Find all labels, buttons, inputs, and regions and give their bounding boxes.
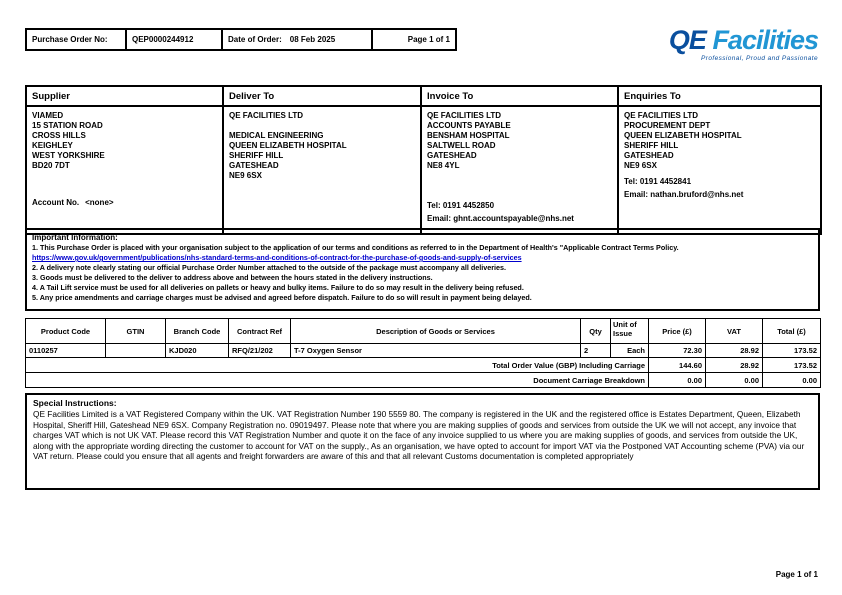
enquiries-to-address-line: QUEEN ELIZABETH HOSPITAL (624, 131, 742, 140)
order-date-value: 08 Feb 2025 (289, 35, 336, 44)
item-branch-code: KJD020 (166, 344, 229, 358)
carriage-breakdown-label: Document Carriage Breakdown (26, 373, 649, 388)
enquiries-to-phone: Tel: 0191 4452841 (624, 177, 692, 186)
supplier-address-line: CROSS HILLS (32, 131, 86, 140)
col-header-product-code: Product Code (26, 319, 106, 344)
item-vat: 28.92 (706, 344, 763, 358)
terms-conditions-link[interactable]: https://www.gov.uk/government/publications/nhs-standard-terms-and-conditions-of-contract-for-the-purchase-of-goods-and-supply-of-services (32, 253, 522, 262)
deliver-to-address-line: QE FACILITIES LTD (229, 111, 304, 120)
invoice-to-address-block (421, 106, 618, 234)
supplier-address-line: VIAMED (32, 111, 64, 120)
carriage-breakdown-total: 0.00 (763, 373, 821, 388)
enquiries-to-address-line: GATESHEAD (624, 151, 674, 160)
item-product-code: 0110257 (26, 344, 106, 358)
enquiries-to-address-line: SHERIFF HILL (624, 141, 679, 150)
invoice-to-email: Email: ghnt.accountspayable@nhs.net (427, 214, 574, 223)
deliver-to-address-line: GATESHEAD (229, 161, 279, 170)
carriage-breakdown-vat: 0.00 (706, 373, 763, 388)
important-information-line-3: 3. Goods must be delivered to the deliver to address above and between the hours stated in the delivery instructions. (32, 273, 433, 282)
logo-qe-text: QE (668, 25, 706, 55)
invoice-to-phone: Tel: 0191 4452850 (427, 201, 495, 210)
deliver-to-header: Deliver To (223, 86, 421, 106)
special-instructions-box (25, 393, 820, 490)
item-total: 173.52 (763, 344, 821, 358)
deliver-to-address-block (223, 106, 421, 234)
logo-wordmark (669, 26, 818, 54)
enquiries-to-address-block (618, 106, 821, 234)
supplier-header: Supplier (26, 86, 223, 106)
item-description: T-7 Oxygen Sensor (291, 344, 581, 358)
col-header-price: Price (£) (649, 319, 706, 344)
deliver-to-address-line: SHERIFF HILL (229, 151, 284, 160)
important-information-line-1: 1. This Purchase Order is placed with your organisation subject to the application of our terms and conditions as referred to in the Department of Health's "Applicable Contract Terms Policy. (32, 243, 679, 252)
total-order-value-price: 144.60 (649, 358, 706, 373)
qe-facilities-logo (669, 26, 818, 62)
enquiries-to-address-line: QE FACILITIES LTD (624, 111, 699, 120)
po-header-strip (25, 28, 457, 51)
item-row (26, 344, 821, 358)
special-instructions-title: Special Instructions: (33, 398, 117, 408)
important-information-line-5: 5. Any price amendments and carriage charges must be advised and agreed before dispatch. Failure to do so will result in payment being delayed. (32, 293, 532, 302)
item-price: 72.30 (649, 344, 706, 358)
item-unit-of-issue: Each (611, 344, 649, 358)
supplier-address-line: 15 STATION ROAD (32, 121, 103, 130)
logo-facilities-text: Facilities (712, 25, 818, 55)
col-header-total: Total (£) (763, 319, 821, 344)
col-header-branch-code: Branch Code (166, 319, 229, 344)
invoice-to-address-line: SALTWELL ROAD (427, 141, 496, 150)
carriage-breakdown-price: 0.00 (649, 373, 706, 388)
enquiries-to-address-line: NE9 6SX (624, 161, 657, 170)
enquiries-to-address-line: PROCUREMENT DEPT (624, 121, 711, 130)
col-header-vat: VAT (706, 319, 763, 344)
po-number-value: QEP0000244912 (126, 29, 222, 50)
order-items-table (25, 318, 821, 388)
items-header-row (26, 319, 821, 344)
enquiries-to-contact (624, 177, 815, 200)
invoice-to-address-line: GATESHEAD (427, 151, 477, 160)
invoice-to-address-line: BENSHAM HOSPITAL (427, 131, 510, 140)
deliver-to-address-line: MEDICAL ENGINEERING (229, 131, 324, 140)
item-gtin (106, 344, 166, 358)
important-information-line-4: 4. A Tail Lift service must be used for all deliveries on pallets or heavy and bulky items. Failure to do so may result in the delivery being refused. (32, 283, 524, 292)
important-information-line-2: 2. A delivery note clearly stating our official Purchase Order Number attached to the outside of the package must accompany all deliveries. (32, 263, 506, 272)
deliver-to-address-line: NE9 6SX (229, 171, 262, 180)
account-number-value: <none> (85, 198, 114, 207)
invoice-to-address-line: NE8 4YL (427, 161, 460, 170)
col-header-description: Description of Goods or Services (291, 319, 581, 344)
po-number-label: Purchase Order No: (26, 29, 126, 50)
col-header-contract-ref: Contract Ref (229, 319, 291, 344)
supplier-address-line: BD20 7DT (32, 161, 70, 170)
col-header-gtin: GTIN (106, 319, 166, 344)
supplier-address-block (26, 106, 223, 234)
total-order-value-row (26, 358, 821, 373)
important-information-box (25, 228, 820, 311)
supplier-address-line: KEIGHLEY (32, 141, 73, 150)
total-order-value-label: Total Order Value (GBP) Including Carriage (26, 358, 649, 373)
order-date-label: Date of Order: (228, 35, 282, 44)
item-contract-ref: RFQ/21/202 (229, 344, 291, 358)
enquiries-to-email: Email: nathan.bruford@nhs.net (624, 190, 744, 199)
invoice-to-header: Invoice To (421, 86, 618, 106)
special-instructions-text: QE Facilities Limited is a VAT Registered Company within the UK. VAT Registration Number 190 5559 80. The company is registered in the UK and the registered office is Estates Department, Queen, Elizabeth Hospital, Sheriff Hill, Gateshead NE9 6SX. Company Registration no. 09019497. Please note that where you are making supplies of goods and services from outside the UK we will not accept, any invoice that charges VAT which is not UK VAT. Please record this VAT Registration Number and quote it on the face of any invoice supplied to us where you are making supplies of goods, and services from outside the UK, along with the appropriate wording directing the customer to account for VAT on the supply., As an organisation, we have opted to account for import VAT via the Postponed VAT Accounting scheme (PVA) via our VAT return. Please could you ensure that all agents and freight forwarders are aware of this and that all relevant Customs documentation is completed appropriately (33, 409, 805, 461)
invoice-to-contact (427, 201, 612, 224)
address-grid (25, 85, 822, 235)
carriage-breakdown-row (26, 373, 821, 388)
total-order-value-vat: 28.92 (706, 358, 763, 373)
col-header-qty: Qty (581, 319, 611, 344)
order-date-cell (222, 29, 372, 50)
deliver-to-address-line: QUEEN ELIZABETH HOSPITAL (229, 141, 347, 150)
supplier-account-row (32, 198, 217, 208)
enquiries-to-header: Enquiries To (618, 86, 821, 106)
total-order-value-total: 173.52 (763, 358, 821, 373)
deliver-to-address-line (229, 121, 415, 131)
invoice-to-address-line: QE FACILITIES LTD (427, 111, 502, 120)
logo-tagline: Professional, Proud and Passionate (701, 55, 818, 62)
footer-page-indicator: Page 1 of 1 (775, 570, 818, 579)
account-number-label: Account No. (32, 198, 80, 207)
item-qty: 2 (581, 344, 611, 358)
important-information-title: Important Information: (32, 233, 118, 242)
supplier-address-line: WEST YORKSHIRE (32, 151, 105, 160)
col-header-unit-of-issue: Unit of Issue (611, 319, 649, 344)
page-indicator: Page 1 of 1 (372, 29, 456, 50)
invoice-to-address-line: ACCOUNTS PAYABLE (427, 121, 511, 130)
